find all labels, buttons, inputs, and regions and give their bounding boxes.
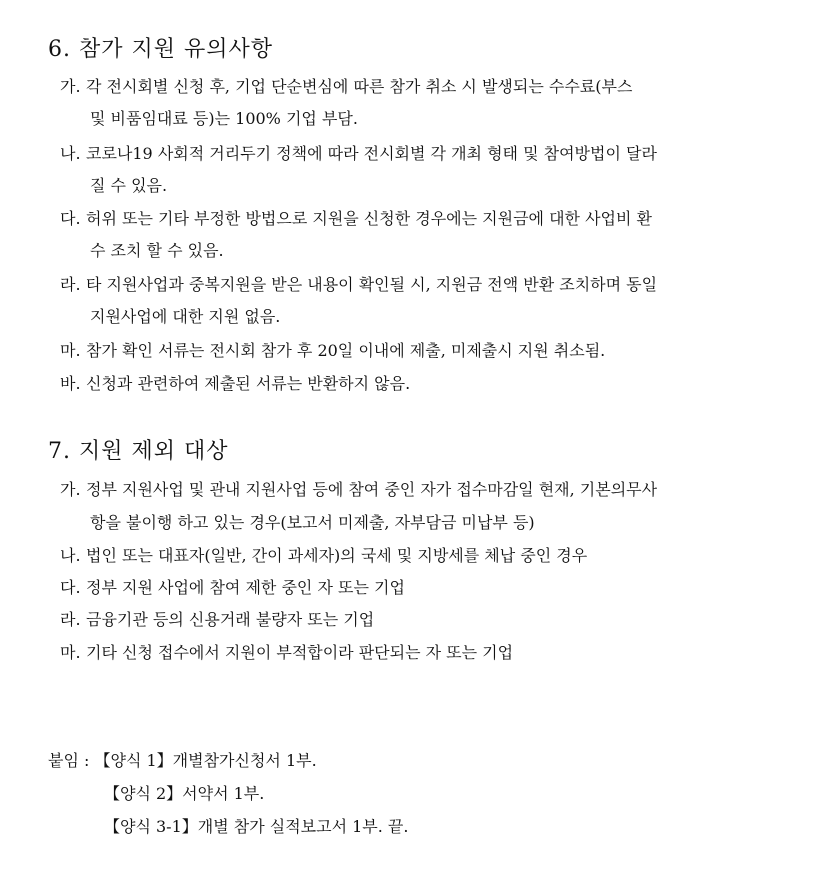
item-marker: 나. xyxy=(60,546,81,565)
item-marker: 가. xyxy=(60,480,81,499)
item-text: 금융기관 등의 신용거래 불량자 또는 기업 xyxy=(86,610,375,629)
item-text: 각 전시회별 신청 후, 기업 단순변심에 따른 참가 취소 시 발생되는 수수료(부스 xyxy=(86,77,633,96)
item-text: 기타 신청 접수에서 지원이 부적합이라 판단되는 자 또는 기업 xyxy=(86,643,514,662)
attachment-line: 【양식 3-1】개별 참가 실적보고서 1부. 끝. xyxy=(104,817,409,836)
item-text-cont: 항을 불이행 하고 있는 경우(보고서 미제출, 자부담금 미납부 등) xyxy=(90,513,535,532)
item-marker: 다. xyxy=(60,578,81,597)
item-marker: 라. xyxy=(60,610,81,629)
section7-title: 7. 지원 제외 대상 xyxy=(48,439,229,464)
item-text: 타 지원사업과 중복지원을 받은 내용이 확인될 시, 지원금 전액 반환 조치하며 동일 xyxy=(86,275,658,294)
item-text-cont: 수 조치 할 수 있음. xyxy=(90,241,224,260)
item-text: 정부 지원 사업에 참여 제한 중인 자 또는 기업 xyxy=(86,578,405,597)
attachment-line: 【양식 2】서약서 1부. xyxy=(104,784,265,803)
item-text: 참가 확인 서류는 전시회 참가 후 20일 이내에 제출, 미제출시 지원 취소됨. xyxy=(86,341,606,360)
item-marker: 가. xyxy=(60,77,81,96)
item-marker: 마. xyxy=(60,643,81,662)
item-text-cont: 질 수 있음. xyxy=(90,176,168,195)
item-text: 코로나19 사회적 거리두기 정책에 따라 전시회별 각 개최 형태 및 참여방법이 달라 xyxy=(86,144,657,163)
item-text-cont: 지원사업에 대한 지원 없음. xyxy=(90,307,281,326)
item-text-cont: 및 비품임대료 등)는 100% 기업 부담. xyxy=(90,109,358,128)
item-text: 허위 또는 기타 부정한 방법으로 지원을 신청한 경우에는 지원금에 대한 사업비 환 xyxy=(86,209,652,228)
attachments-label: 붙임 : xyxy=(48,751,90,770)
item-text: 신청과 관련하여 제출된 서류는 반환하지 않음. xyxy=(86,374,411,393)
item-text: 정부 지원사업 및 관내 지원사업 등에 참여 중인 자가 접수마감일 현재, 기본의무사 xyxy=(86,480,658,499)
section6-title: 6. 참가 지원 유의사항 xyxy=(48,37,273,62)
item-marker: 바. xyxy=(60,374,81,393)
item-marker: 다. xyxy=(60,209,81,228)
attachment-line: 【양식 1】개별참가신청서 1부. xyxy=(94,751,317,770)
item-marker: 나. xyxy=(60,144,81,163)
item-marker: 마. xyxy=(60,341,81,360)
item-text: 법인 또는 대표자(일반, 간이 과세자)의 국세 및 지방세를 체납 중인 경우 xyxy=(86,546,588,565)
item-marker: 라. xyxy=(60,275,81,294)
